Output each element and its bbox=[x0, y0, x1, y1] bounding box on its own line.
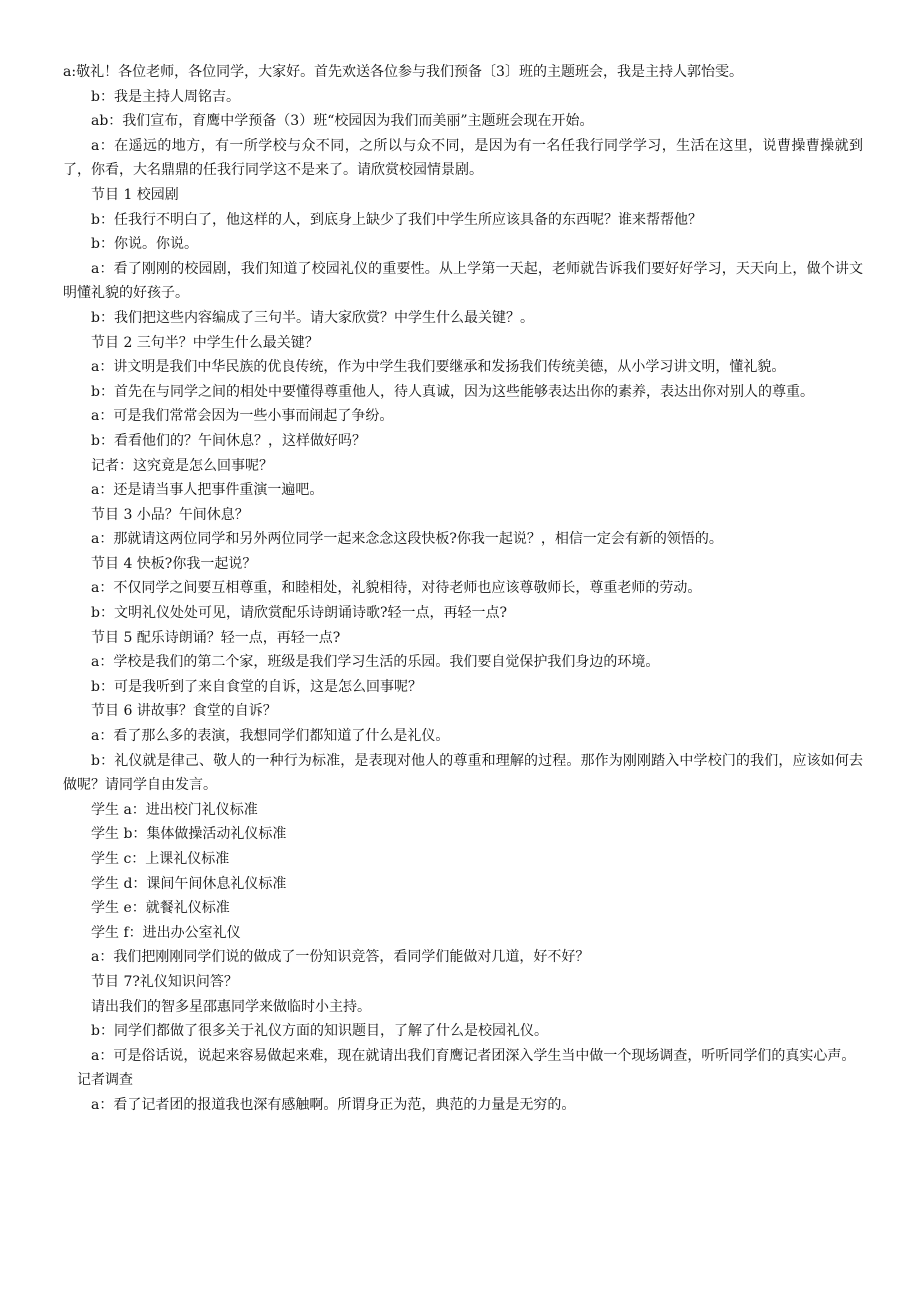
paragraph: a：学校是我们的第二个家，班级是我们学习生活的乐园。我们要自觉保护我们身边的环境。 bbox=[91, 654, 660, 671]
paragraph: b：同学们都做了很多关于礼仪方面的知识题目，了解了什么是校园礼仪。 bbox=[91, 1023, 548, 1040]
document-body bbox=[63, 60, 863, 1118]
paragraph: b：我们把这些内容编成了三句半。请大家欣赏？中学生什么最关键？。 bbox=[91, 309, 534, 326]
paragraph: 学生 e：就餐礼仪标准 bbox=[91, 900, 230, 917]
paragraph: b：文明礼仪处处可见，请欣赏配乐诗朗诵诗歌?轻一点，再轻一点? bbox=[91, 605, 507, 622]
paragraph: a：可是我们常常会因为一些小事而闹起了争纷。 bbox=[91, 408, 394, 425]
paragraph: b：首先在与同学之间的相处中要懂得尊重他人，待人真诚，因为这些能够表达出你的素养，表达出你对别人的尊重。 bbox=[91, 383, 814, 400]
paragraph: 记者：这究竟是怎么回事呢？ bbox=[91, 457, 273, 474]
paragraph: a：我们把刚刚同学们说的做成了一份知识竞答，看同学们能做对几道，好不好？ bbox=[91, 949, 590, 966]
paragraph: 节目 2 三句半？中学生什么最关键？ bbox=[91, 334, 319, 351]
paragraph: 学生 f：进出办公室礼仪 bbox=[91, 924, 241, 941]
paragraph: b：任我行不明白了，他这样的人，到底身上缺少了我们中学生所应该具备的东西呢？谁来帮帮他？ bbox=[91, 211, 702, 228]
paragraph: 节目 4 快板?你我一起说？ bbox=[91, 555, 257, 572]
paragraph: ab：我们宣布，育鹰中学预备（3）班“校园因为我们而美丽”主题班会现在开始。 bbox=[91, 113, 594, 130]
paragraph: a：讲文明是我们中华民族的优良传统，作为中学生我们要继承和发扬我们传统美德，从小学习讲文明，懂礼貌。 bbox=[91, 359, 786, 376]
paragraph: 节目 5 配乐诗朗诵？轻一点，再轻一点? bbox=[91, 629, 341, 646]
paragraph: a:敬礼！各位老师，各位同学，大家好。首先欢送各位参与我们预备〔3〕班的主题班会，我是主持人郭怡雯。 bbox=[63, 64, 743, 80]
paragraph: b：你说。你说。 bbox=[91, 236, 198, 253]
paragraph: 节目 6 讲故事？食堂的自诉？ bbox=[91, 703, 277, 720]
paragraph: a：不仅同学之间要互相尊重，和睦相处，礼貌相待，对待老师也应该尊敬师长，尊重老师的劳动。 bbox=[91, 580, 702, 597]
paragraph: b：可是我听到了来自食堂的自诉，这是怎么回事呢？ bbox=[91, 678, 422, 695]
paragraph: a：可是俗话说，说起来容易做起来难，现在就请出我们育鹰记者团深入学生当中做一个现场调查，听听同学们的真实心声。 bbox=[91, 1047, 856, 1064]
paragraph: a：在遥远的地方，有一所学校与众不同，之所以与众不同，是因为有一名任我行同学学习，生活在这里，说曹操曹操就到了，你看，大名鼎鼎的任我行同学这不是来了。请欣赏校园情景剧。 bbox=[63, 137, 863, 179]
paragraph: 节目 1 校园剧 bbox=[91, 186, 179, 203]
paragraph: 记者调查 bbox=[77, 1072, 133, 1089]
paragraph: a：那就请这两位同学和另外两位同学一起来念念这段快板?你我一起说？，相信一定会有新的领悟的。 bbox=[91, 531, 723, 548]
paragraph: 学生 d：课间午间休息礼仪标准 bbox=[91, 875, 287, 892]
paragraph: 学生 a：进出校门礼仪标准 bbox=[91, 801, 258, 818]
paragraph: a：还是请当事人把事件重演一遍吧。 bbox=[91, 482, 324, 499]
paragraph: a：看了那么多的表演，我想同学们都知道了什么是礼仪。 bbox=[91, 728, 450, 745]
paragraph: 节目 7?礼仪知识问答？ bbox=[91, 973, 238, 990]
paragraph: 节目 3 小品？午间休息？ bbox=[91, 506, 249, 523]
paragraph: b：我是主持人周铭吉。 bbox=[91, 88, 240, 105]
paragraph: a：看了记者团的报道我也深有感触啊。所谓身正为范，典范的力量是无穷的。 bbox=[91, 1096, 576, 1113]
paragraph: 学生 b：集体做操活动礼仪标准 bbox=[91, 826, 287, 843]
paragraph: b：看看他们的？午间休息？，这样做好吗？ bbox=[91, 432, 366, 449]
paragraph: 学生 c：上课礼仪标准 bbox=[91, 851, 230, 867]
paragraph: 请出我们的智多星邵惠同学来做临时小主持。 bbox=[91, 998, 371, 1015]
paragraph: a：看了刚刚的校园剧，我们知道了校园礼仪的重要性。从上学第一天起，老师就告诉我们要好好学习，天天向上，做个讲文明懂礼貌的好孩子。 bbox=[63, 260, 863, 302]
paragraph: b：礼仪就是律己、敬人的一种行为标准，是表现对他人的尊重和理解的过程。那作为刚刚踏入中学校门的我们，应该如何去做呢？请同学自由发言。 bbox=[63, 752, 863, 794]
